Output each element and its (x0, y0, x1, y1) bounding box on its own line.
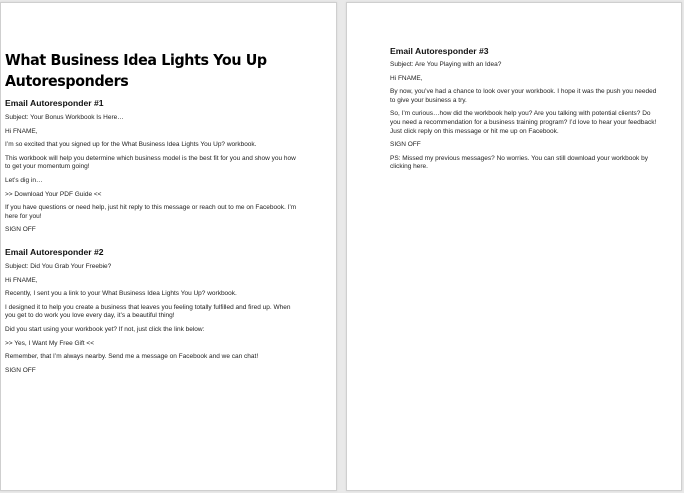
email-sign-off: SIGN OFF (390, 141, 421, 149)
email-paragraph: I’m so excited that you signed up for the What Business Idea Lights You Up? workbook. (5, 141, 257, 149)
document-page-1 (0, 2, 337, 491)
title-line-1: What Business Idea Lights You Up (5, 51, 267, 69)
title-line-2: Autoresponders (5, 72, 129, 90)
email-paragraph: Did you start using your workbook yet? If not, just click the link below: (5, 325, 205, 333)
email-paragraph: I designed it to help you create a business that leaves you feeling totally fulfilled and fired up. When you get to do work you love every day, it’s a beautiful thing! (5, 303, 291, 320)
email-link-text: >> Yes, I Want My Free Gift << (5, 339, 94, 347)
section-heading: Email Autoresponder #2 (5, 246, 104, 257)
email-subject: Subject: Did You Grab Your Freebie? (5, 262, 112, 270)
email-paragraph: This workbook will help you determine which business model is the best fit for you and show you how to get your momentum going! (5, 154, 296, 171)
section-heading: Email Autoresponder #3 (390, 46, 489, 56)
email-paragraph: Let’s dig in… (5, 176, 43, 184)
email-greeting: Hi FNAME, (5, 127, 38, 135)
email-sign-off: SIGN OFF (5, 226, 36, 234)
section-heading: Email Autoresponder #1 (5, 98, 104, 108)
document-page-2 (346, 2, 682, 491)
email-paragraph: So, I’m curious…how did the workbook help you? Are you talking with potential clients? Do you need a recommendation for a business training program? I’d love to hear your feedback! Just click reply on this message or hit me up on Facebook. (390, 110, 657, 135)
email-paragraph: Remember, that I’m always nearby. Send me a message on Facebook and we can chat! (5, 353, 259, 361)
email-postscript: PS: Missed my previous messages? No worries. You can still download your workbook by clicking here. (390, 154, 648, 171)
email-subject: Subject: Your Bonus Workbook Is Here… (5, 114, 124, 121)
email-sign-off: SIGN OFF (5, 366, 36, 374)
email-paragraph: By now, you’ve had a chance to look over your workbook. I hope it was the push you needed to give your business a try. (390, 88, 657, 104)
autoresponder-1-section (5, 98, 336, 235)
email-greeting: Hi FNAME, (5, 276, 38, 284)
autoresponder-2-section (5, 247, 336, 375)
document-title (5, 50, 299, 92)
email-greeting: Hi FNAME, (390, 74, 423, 82)
email-paragraph: Recently, I sent you a link to your What Business Idea Lights You Up? workbook. (5, 290, 237, 298)
email-link-text: >> Download Your PDF Guide << (5, 190, 102, 198)
autoresponder-3-section (390, 46, 681, 172)
email-paragraph: If you have questions or need help, just hit reply to this message or reach out to me on Facebook. I’m here for you! (5, 204, 297, 220)
email-subject: Subject: Are You Playing with an Idea? (390, 61, 502, 68)
